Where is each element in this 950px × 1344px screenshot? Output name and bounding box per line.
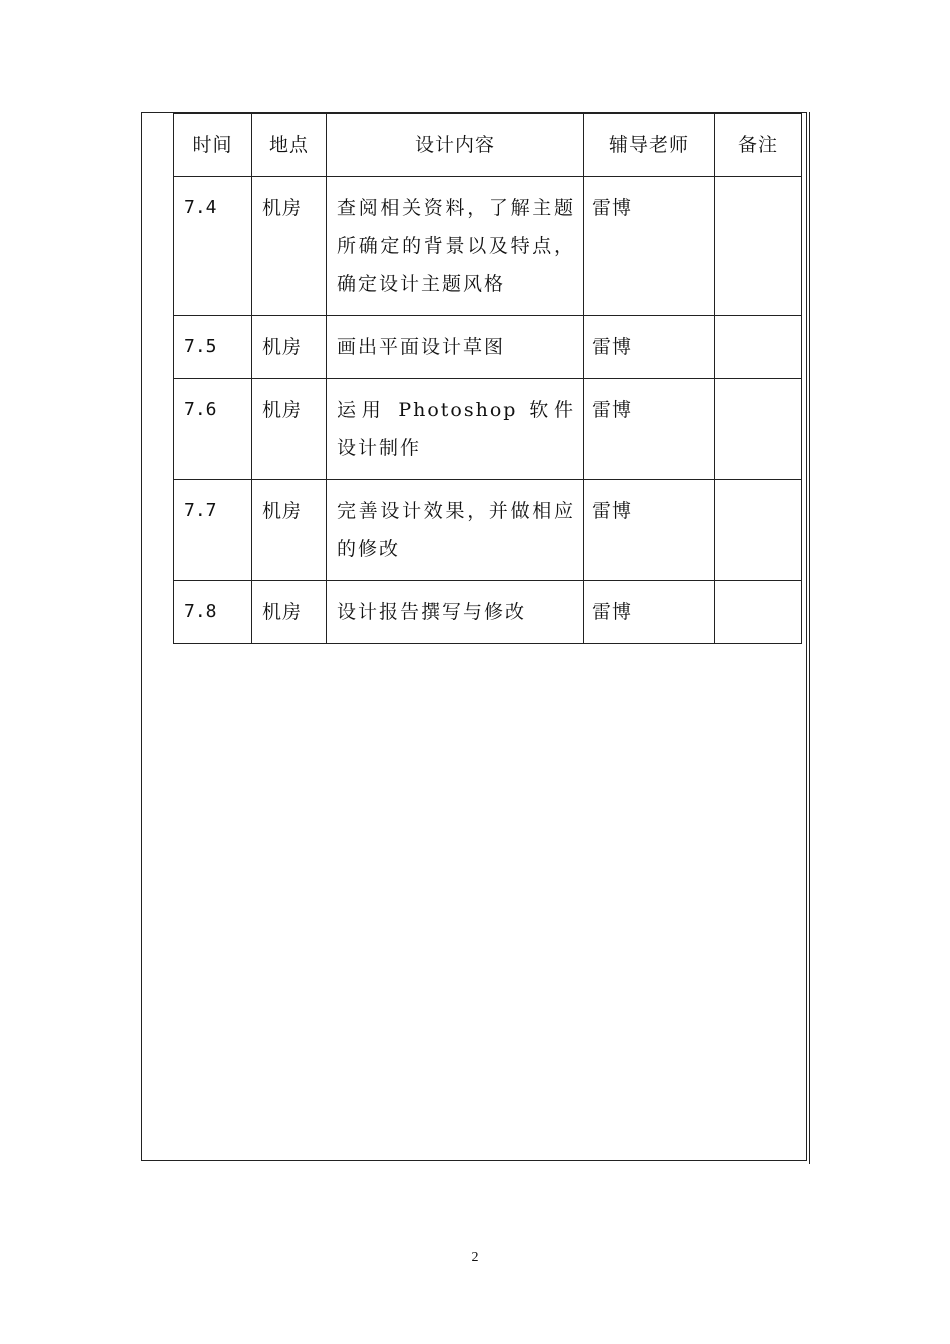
cell-note	[715, 316, 802, 379]
header-content: 设计内容	[327, 114, 584, 177]
schedule-table	[173, 113, 802, 644]
cell-place: 机房	[252, 581, 327, 644]
cell-time: 7.5	[174, 316, 252, 379]
cell-note	[715, 177, 802, 316]
cell-content: 完善设计效果，并做相应的修改	[327, 480, 584, 581]
cell-place: 机房	[252, 177, 327, 316]
cell-note	[715, 581, 802, 644]
table-row	[174, 480, 802, 581]
cell-place: 机房	[252, 316, 327, 379]
table-row	[174, 581, 802, 644]
page-number: 2	[471, 1250, 479, 1265]
cell-content: 画出平面设计草图	[327, 316, 584, 379]
cell-content: 运用 Photoshop 软件设计制作	[327, 379, 584, 480]
cell-place: 机房	[252, 480, 327, 581]
cell-time: 7.4	[174, 177, 252, 316]
cell-content: 设计报告撰写与修改	[327, 581, 584, 644]
page-outer-frame-edge	[809, 112, 810, 1164]
cell-time: 7.8	[174, 581, 252, 644]
table-row	[174, 379, 802, 480]
header-teacher: 辅导老师	[584, 114, 715, 177]
cell-note	[715, 379, 802, 480]
table-header-row	[174, 114, 802, 177]
cell-content: 查阅相关资料，了解主题所确定的背景以及特点，确定设计主题风格	[327, 177, 584, 316]
cell-place: 机房	[252, 379, 327, 480]
cell-teacher: 雷博	[584, 316, 715, 379]
cell-teacher: 雷博	[584, 177, 715, 316]
cell-time: 7.6	[174, 379, 252, 480]
cell-teacher: 雷博	[584, 379, 715, 480]
header-place: 地点	[252, 114, 327, 177]
cell-note	[715, 480, 802, 581]
header-time: 时间	[174, 114, 252, 177]
table-row	[174, 316, 802, 379]
cell-time: 7.7	[174, 480, 252, 581]
table-row	[174, 177, 802, 316]
cell-teacher: 雷博	[584, 581, 715, 644]
header-note: 备注	[715, 114, 802, 177]
cell-teacher: 雷博	[584, 480, 715, 581]
